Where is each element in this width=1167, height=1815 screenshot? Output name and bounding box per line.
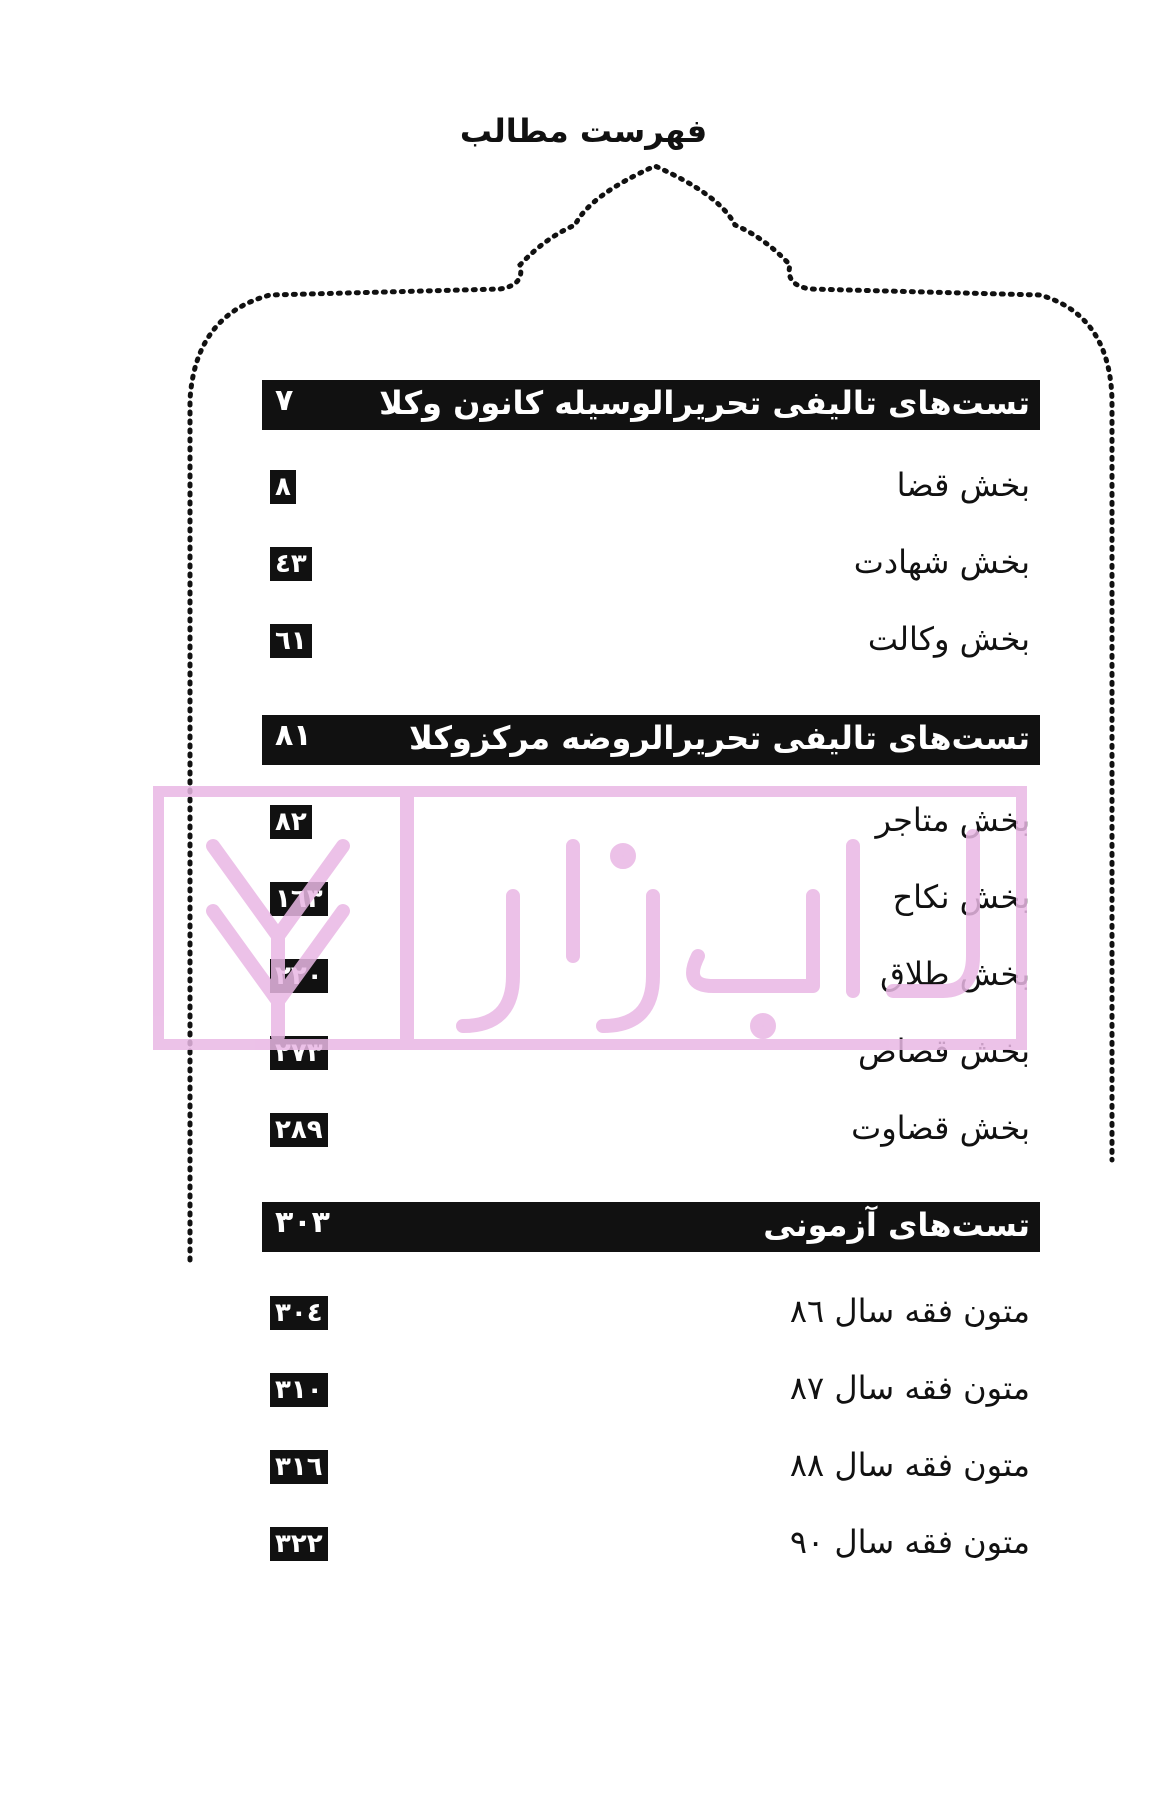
toc-entry-label: متون فقه سال ۹۰ (789, 1523, 1030, 1561)
toc-item-row[interactable] (262, 1440, 1040, 1494)
toc-page-number: ۳۱۰ (270, 1373, 328, 1407)
toc-item-row[interactable] (262, 1286, 1040, 1340)
toc-item-row[interactable] (262, 1363, 1040, 1417)
toc-entry-label: تست‌های آزمونی (763, 1206, 1030, 1244)
toc-item-row[interactable] (262, 949, 1040, 1003)
toc-entry-label: بخش قصاص (857, 1032, 1030, 1070)
toc-section-row[interactable] (262, 1202, 1040, 1252)
toc-entry-label: بخش وکالت (867, 620, 1030, 658)
toc-entry-label: بخش شهادت (853, 543, 1030, 581)
toc-page-number: ۳۰٤ (270, 1296, 328, 1330)
toc-page-number: ۳۱٦ (270, 1450, 328, 1484)
toc-entry-label: بخش طلاق (880, 955, 1030, 993)
toc-item-row[interactable] (262, 460, 1040, 514)
toc-entry-label: بخش قضاوت (851, 1109, 1030, 1147)
toc-page-number: ۳۰۳ (275, 1205, 330, 1240)
page-title: فهرست مطالب (459, 112, 708, 150)
toc-page-number: ۱٦۳ (270, 882, 328, 916)
toc-page-number: ۲۲۰ (270, 959, 328, 993)
toc-page-number: ۲۸۹ (270, 1113, 328, 1147)
toc-item-row[interactable] (262, 1517, 1040, 1571)
toc-entry-label: تست‌های تالیفی تحریرالوسیله کانون وکلا (379, 384, 1030, 422)
toc-page-number: ۲۷۳ (270, 1036, 328, 1070)
toc-entry-label: متون فقه سال ۸۷ (789, 1369, 1030, 1407)
toc-entry-label: متون فقه سال ۸۸ (789, 1446, 1030, 1484)
toc-page-number: ۸ (270, 470, 296, 504)
toc-section-row[interactable] (262, 380, 1040, 430)
toc-entry-label: بخش متاجر (875, 801, 1030, 839)
toc-page-number: ۸۲ (270, 805, 312, 839)
toc-entry-label: بخش قضا (896, 466, 1030, 504)
toc-item-row[interactable] (262, 1103, 1040, 1157)
toc-item-row[interactable] (262, 537, 1040, 591)
toc-page-number: ۸۱ (275, 718, 312, 753)
toc-entry-label: متون فقه سال ۸٦ (789, 1292, 1030, 1330)
toc-page-number: ٦١ (270, 624, 312, 658)
toc-page-number: ۳۲۲ (270, 1527, 328, 1561)
toc-item-row[interactable] (262, 614, 1040, 668)
toc-item-row[interactable] (262, 795, 1040, 849)
toc-entry-label: تست‌های تالیفی تحریرالروضه مرکزوکلا (409, 719, 1030, 757)
toc-page-number: ٤٣ (270, 547, 312, 581)
toc-item-row[interactable] (262, 1026, 1040, 1080)
toc-item-row[interactable] (262, 872, 1040, 926)
toc-page-number: ۷ (275, 383, 294, 418)
toc-section-row[interactable] (262, 715, 1040, 765)
toc-entry-label: بخش نکاح (892, 878, 1030, 916)
